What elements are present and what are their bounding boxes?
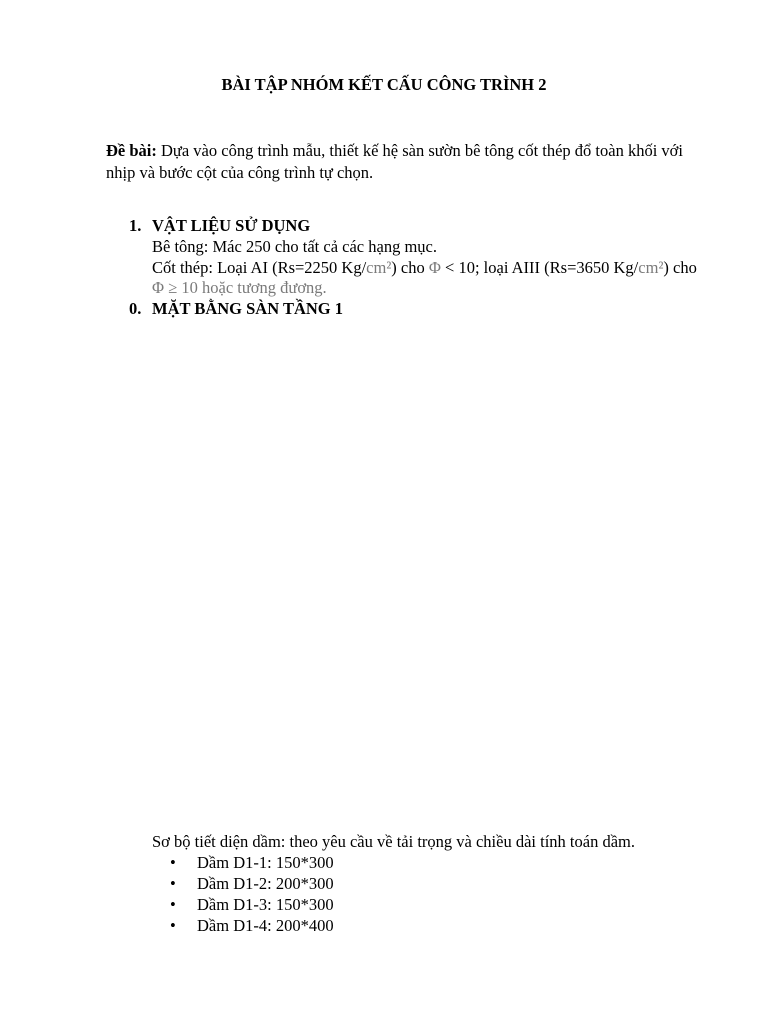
beam-item-text: Dầm D1-1: 150*300 <box>197 853 334 872</box>
assignment-intro <box>106 140 706 184</box>
bullet-icon: • <box>170 874 176 893</box>
list-item <box>170 915 334 936</box>
list-item <box>170 852 334 873</box>
page-title: BÀI TẬP NHÓM KẾT CẤU CÔNG TRÌNH 2 <box>221 75 547 94</box>
phi-symbol: Φ <box>428 257 441 277</box>
steel-text-5: Φ ≥ 10 hoặc tương đương. <box>152 278 327 298</box>
beam-item-text: Dầm D1-3: 150*300 <box>197 895 334 914</box>
steel-text-4: ) cho <box>663 257 697 277</box>
intro-label: Đề bài: <box>106 141 157 160</box>
section-number: 0. <box>129 299 142 318</box>
list-item <box>170 894 334 915</box>
beam-list <box>170 852 334 936</box>
steel-line <box>152 258 712 300</box>
beam-item-text: Dầm D1-4: 200*400 <box>197 916 334 935</box>
list-item <box>170 873 334 894</box>
steel-text-1: Cốt thép: Loại AI (Rs=2250 Kg/ <box>152 257 367 277</box>
section-floor-plan <box>129 299 712 320</box>
concrete-line: Bê tông: Mác 250 cho tất cả các hạng mục. <box>152 236 437 256</box>
section-heading: VẬT LIỆU SỬ DỤNG <box>152 216 311 235</box>
beam-section-note: Sơ bộ tiết diện dầm: theo yêu cầu về tải trọng và chiều dài tính toán dầm. <box>152 832 635 851</box>
unit-cm2: cm² <box>366 257 392 277</box>
bullet-icon: • <box>170 916 176 935</box>
section-materials <box>129 216 712 299</box>
unit-cm2: cm² <box>638 257 664 277</box>
steel-text-2: ) cho <box>391 257 429 277</box>
intro-text: Dựa vào công trình mẫu, thiết kế hệ sàn sườn bê tông cốt thép đổ toàn khối với nhịp và bước cột của công trình tự chọn. <box>106 141 683 182</box>
beam-item-text: Dầm D1-2: 200*300 <box>197 874 334 893</box>
section-heading: MẶT BẰNG SÀN TẦNG 1 <box>152 299 343 318</box>
steel-text-3: < 10; loại AIII (Rs=3650 Kg/ <box>440 257 639 277</box>
section-number: 1. <box>129 216 142 235</box>
bullet-icon: • <box>170 895 176 914</box>
bullet-icon: • <box>170 853 176 872</box>
